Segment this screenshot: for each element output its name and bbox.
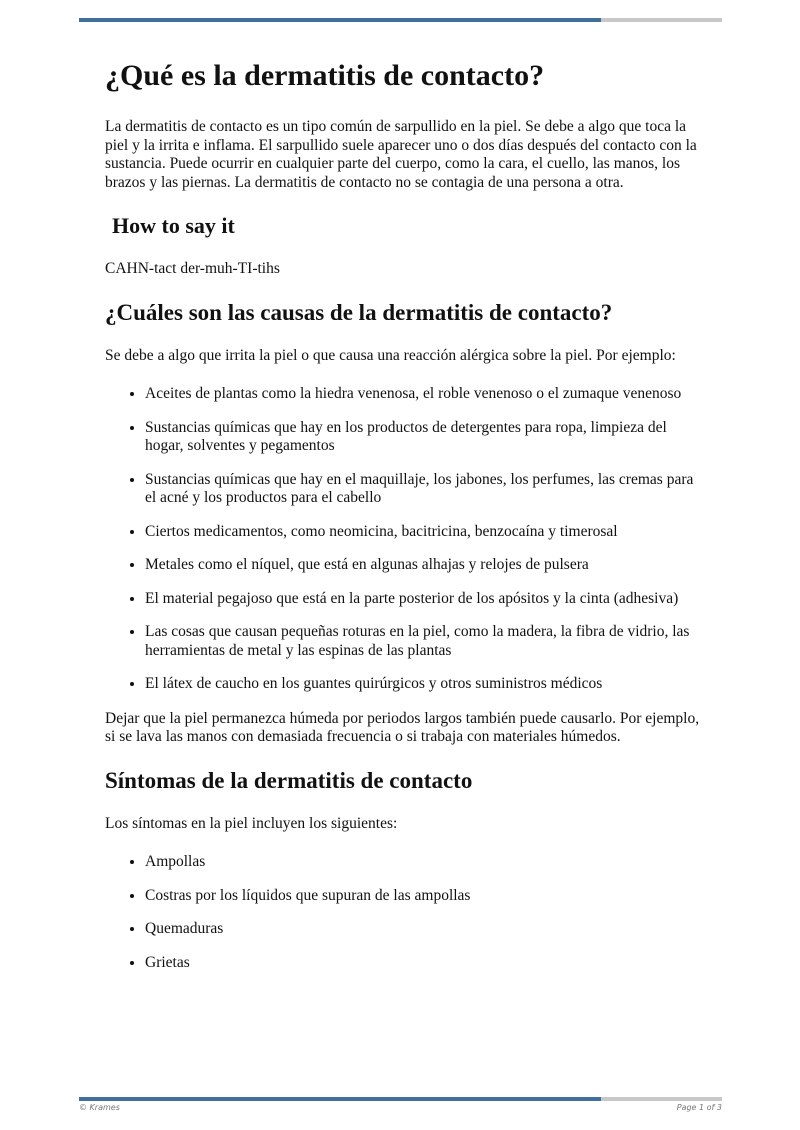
causes-list [105, 385, 705, 694]
bottom-divider-rest [601, 1097, 722, 1101]
list-item: • Metales como el níquel, que está en algunas alhajas y relojes de pulsera [145, 556, 705, 575]
copyright-text: © Krames [79, 1103, 120, 1112]
causes-outro: Dejar que la piel permanezca húmeda por periodos largos también puede causarlo. Por ejemplo, si se lava las manos con demasiada frecuencia o si trabaja con materiales húmedos. [105, 709, 700, 745]
how-to-say-heading: How to say it [112, 213, 235, 238]
top-divider-accent [79, 18, 601, 22]
causes-intro: Se debe a algo que irrita la piel o que causa una reacción alérgica sobre la piel. Por ejemplo: [105, 346, 676, 364]
symptoms-heading: Síntomas de la dermatitis de contacto [105, 767, 473, 793]
list-item: • El látex de caucho en los guantes quirúrgicos y otros suministros médicos [145, 675, 705, 694]
list-item: • Grietas [145, 954, 705, 973]
list-item: • Sustancias químicas que hay en los productos de detergentes para ropa, limpieza del hogar, solventes y pegamentos [145, 419, 705, 456]
bottom-divider [79, 1097, 722, 1101]
list-item: • El material pegajoso que está en la parte posterior de los apósitos y la cinta (adhesiva) [145, 590, 705, 609]
list-item: • Ampollas [145, 853, 705, 872]
page-number: Page 1 of 3 [676, 1103, 722, 1112]
list-item: • Ciertos medicamentos, como neomicina, bacitricina, benzocaína y timerosal [145, 523, 705, 542]
list-item: • Quemaduras [145, 920, 705, 939]
bottom-divider-accent [79, 1097, 601, 1101]
top-divider-rest [601, 18, 722, 22]
list-item: • Costras por los líquidos que supuran de las ampollas [145, 887, 705, 906]
symptoms-intro: Los síntomas en la piel incluyen los siguientes: [105, 814, 398, 832]
document-body [105, 58, 705, 988]
intro-paragraph: La dermatitis de contacto es un tipo común de sarpullido en la piel. Se debe a algo que toca la piel y la irrita e inflama. El sarpullido suele aparecer uno o dos días después del contacto con la sustancia. Puede ocurrir en cualquier parte del cuerpo, como la cara, el cuello, las manos, los brazos y las piernas. La dermatitis de contacto no se contagia de una persona a otra. [105, 118, 697, 191]
top-divider [79, 18, 722, 22]
causes-heading: ¿Cuáles son las causas de la dermatitis de contacto? [105, 299, 613, 325]
list-item: • Sustancias químicas que hay en el maquillaje, los jabones, los perfumes, las cremas para el acné y los productos para el cabello [145, 471, 705, 508]
list-item: • Las cosas que causan pequeñas roturas en la piel, como la madera, la fibra de vidrio, las herramientas de metal y las espinas de las plantas [145, 623, 705, 660]
pronunciation-text: CAHN-tact der-muh-TI-tihs [105, 260, 280, 277]
list-item: • Aceites de plantas como la hiedra venenosa, el roble venenoso o el zumaque venenoso [145, 385, 705, 404]
symptoms-list [105, 853, 705, 972]
page-title: ¿Qué es la dermatitis de contacto? [105, 59, 545, 92]
page-footer [79, 1103, 722, 1112]
